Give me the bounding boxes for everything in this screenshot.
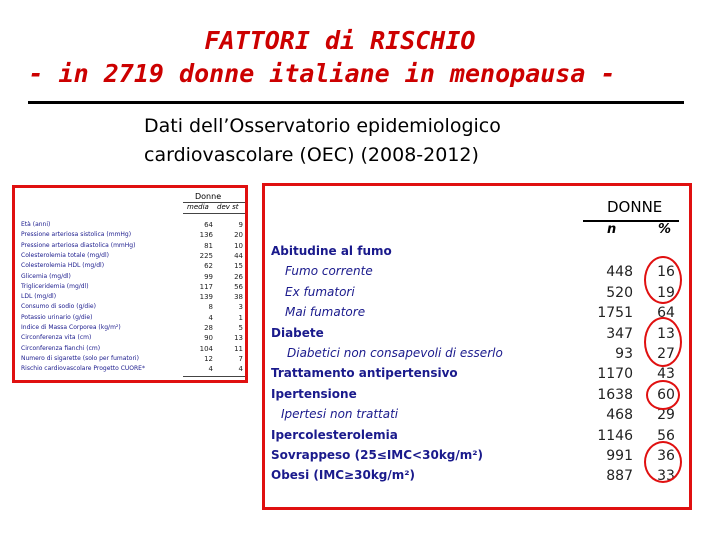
left-row-mean: 90 bbox=[204, 334, 213, 343]
highlight-oval-hypertension bbox=[646, 380, 680, 410]
right-row-count: 468 bbox=[606, 407, 633, 424]
right-table-group-header: DONNE bbox=[607, 198, 663, 216]
right-row-label: Diabete bbox=[271, 325, 324, 340]
left-row-label: Colesterolemia HDL (mg/dl) bbox=[21, 262, 105, 270]
highlight-oval-weight bbox=[644, 441, 682, 483]
highlight-oval-diabetes bbox=[644, 317, 682, 367]
right-row-label: Mai fumatore bbox=[285, 305, 366, 320]
left-row-sd: 1 bbox=[238, 313, 243, 322]
right-row-percent: 27 bbox=[657, 346, 675, 362]
right-row-label: Ex fumatori bbox=[285, 284, 355, 299]
right-row-percent: 60 bbox=[657, 386, 675, 403]
right-row-count: 520 bbox=[606, 284, 633, 301]
left-row-sd: 15 bbox=[234, 262, 243, 271]
right-table-row bbox=[271, 244, 681, 264]
left-row-label: Consumo di sodio (g/die) bbox=[21, 303, 96, 311]
subtitle-line2: cardiovascolare (OEC) (2008-2012) bbox=[144, 144, 479, 166]
right-table-row bbox=[271, 468, 681, 488]
right-row-count: 448 bbox=[606, 264, 633, 281]
left-row-label: Colesterolemia totale (mg/dl) bbox=[21, 251, 109, 259]
right-row-label: Diabetici non consapevoli di esserlo bbox=[287, 346, 503, 360]
left-row-sd: 38 bbox=[234, 293, 243, 302]
right-row-percent: 33 bbox=[657, 468, 675, 485]
right-table bbox=[262, 183, 692, 510]
right-row-count: 991 bbox=[606, 448, 633, 464]
right-row-percent: 13 bbox=[657, 325, 675, 342]
right-row-percent: 43 bbox=[657, 366, 675, 383]
right-row-percent: 36 bbox=[657, 448, 675, 464]
left-row-sd: 20 bbox=[234, 231, 243, 240]
left-row-mean: 104 bbox=[199, 344, 213, 353]
right-row-label: Ipertesi non trattati bbox=[281, 407, 399, 422]
left-row-sd: 13 bbox=[234, 334, 243, 343]
left-row-mean: 225 bbox=[199, 251, 213, 260]
left-table-cols-rule bbox=[183, 213, 245, 214]
left-row-label: Indice di Massa Corporea (kg/m²) bbox=[21, 324, 121, 331]
right-table-col-n: n bbox=[607, 222, 617, 237]
right-row-percent: 56 bbox=[657, 427, 675, 444]
right-row-count: 887 bbox=[606, 468, 633, 485]
left-row-mean: 4 bbox=[208, 313, 213, 322]
left-row-mean: 62 bbox=[204, 262, 213, 271]
page-title-line2: - in 2719 donne italiane in menopausa - bbox=[28, 59, 616, 88]
right-row-label: Abitudine al fumo bbox=[271, 244, 392, 258]
right-row-count: 1146 bbox=[597, 427, 633, 444]
right-table-row bbox=[271, 326, 681, 346]
left-row-mean: 117 bbox=[199, 282, 213, 291]
left-row-label: Trigliceridemia (mg/dl) bbox=[21, 282, 89, 290]
left-row-label: Numero di sigarette (solo per fumatori) bbox=[21, 354, 139, 362]
right-table-row bbox=[271, 387, 681, 407]
right-row-count: 93 bbox=[615, 346, 633, 362]
left-row-mean: 4 bbox=[208, 365, 213, 374]
right-table-row bbox=[271, 285, 681, 305]
left-row-sd: 11 bbox=[234, 344, 243, 353]
highlight-oval-smoking bbox=[644, 256, 682, 304]
left-table-bottom-rule bbox=[183, 376, 245, 377]
left-row-label: LDL (mg/dl) bbox=[21, 293, 57, 301]
right-table-row bbox=[271, 448, 681, 468]
right-row-count: 1170 bbox=[597, 366, 633, 383]
page-title-line1: FATTORI di RISCHIO bbox=[204, 26, 476, 55]
title-divider bbox=[28, 101, 684, 104]
left-row-label: Rischio cardiovascolare Progetto CUORE* bbox=[21, 365, 145, 373]
right-row-count: 1751 bbox=[597, 305, 633, 322]
right-row-percent: 29 bbox=[657, 407, 675, 424]
left-row-mean: 12 bbox=[204, 354, 213, 363]
left-table-col-sd: dev st bbox=[217, 203, 239, 211]
right-row-percent: 19 bbox=[657, 284, 675, 301]
left-row-sd: 10 bbox=[234, 241, 243, 250]
left-row-sd: 56 bbox=[234, 282, 243, 291]
left-row-sd: 3 bbox=[238, 303, 243, 312]
left-row-mean: 136 bbox=[199, 231, 213, 240]
right-row-label: Ipertensione bbox=[271, 386, 357, 401]
right-row-label: Obesi (IMC≥30kg/m²) bbox=[271, 468, 416, 483]
right-row-label: Trattamento antipertensivo bbox=[271, 366, 458, 381]
right-table-row bbox=[271, 346, 681, 366]
right-table-col-pct: % bbox=[658, 222, 672, 237]
left-row-label: Potassio urinario (g/die) bbox=[21, 313, 93, 321]
right-table-row bbox=[271, 407, 681, 427]
left-table-col-mean: media bbox=[187, 203, 209, 211]
right-row-count: 347 bbox=[606, 325, 633, 342]
left-row-mean: 28 bbox=[204, 324, 213, 332]
right-table-row bbox=[271, 366, 681, 386]
left-row-label: Circonferenza vita (cm) bbox=[21, 334, 92, 342]
right-row-label: Ipercolesterolemia bbox=[271, 427, 398, 442]
left-row-sd: 44 bbox=[234, 251, 243, 260]
left-row-label: Pressione arteriosa sistolica (mmHg) bbox=[21, 231, 132, 239]
left-row-mean: 99 bbox=[204, 272, 213, 281]
left-row-sd: 4 bbox=[238, 365, 243, 374]
left-table-group-header: Donne bbox=[195, 192, 222, 201]
subtitle-line1: Dati dell’Osservatorio epidemiologico bbox=[144, 115, 501, 137]
left-row-mean: 81 bbox=[204, 241, 213, 250]
right-table-row bbox=[271, 305, 681, 325]
left-row-label: Glicemia (mg/dl) bbox=[21, 272, 71, 280]
right-table-row bbox=[271, 428, 681, 448]
right-table-row bbox=[271, 264, 681, 284]
left-row-sd: 9 bbox=[238, 221, 243, 229]
left-row-sd: 5 bbox=[238, 324, 243, 332]
right-row-label: Fumo corrente bbox=[285, 264, 373, 279]
left-row-mean: 8 bbox=[208, 303, 213, 312]
left-table bbox=[12, 185, 248, 383]
left-row-mean: 139 bbox=[199, 293, 213, 302]
left-row-label: Pressione arteriosa diastolica (mmHg) bbox=[21, 241, 136, 249]
left-row-label: Età (anni) bbox=[21, 221, 51, 228]
left-table-row bbox=[21, 365, 245, 376]
right-row-label: Sovrappeso (25≤IMC<30kg/m²) bbox=[271, 448, 484, 462]
right-row-percent: 16 bbox=[657, 264, 675, 281]
left-row-label: Circonferenza fianchi (cm) bbox=[21, 344, 101, 352]
left-row-mean: 64 bbox=[204, 221, 213, 229]
left-row-sd: 7 bbox=[238, 354, 243, 363]
right-row-percent: 64 bbox=[657, 305, 675, 322]
left-row-sd: 26 bbox=[234, 272, 243, 281]
right-row-count: 1638 bbox=[597, 386, 633, 403]
